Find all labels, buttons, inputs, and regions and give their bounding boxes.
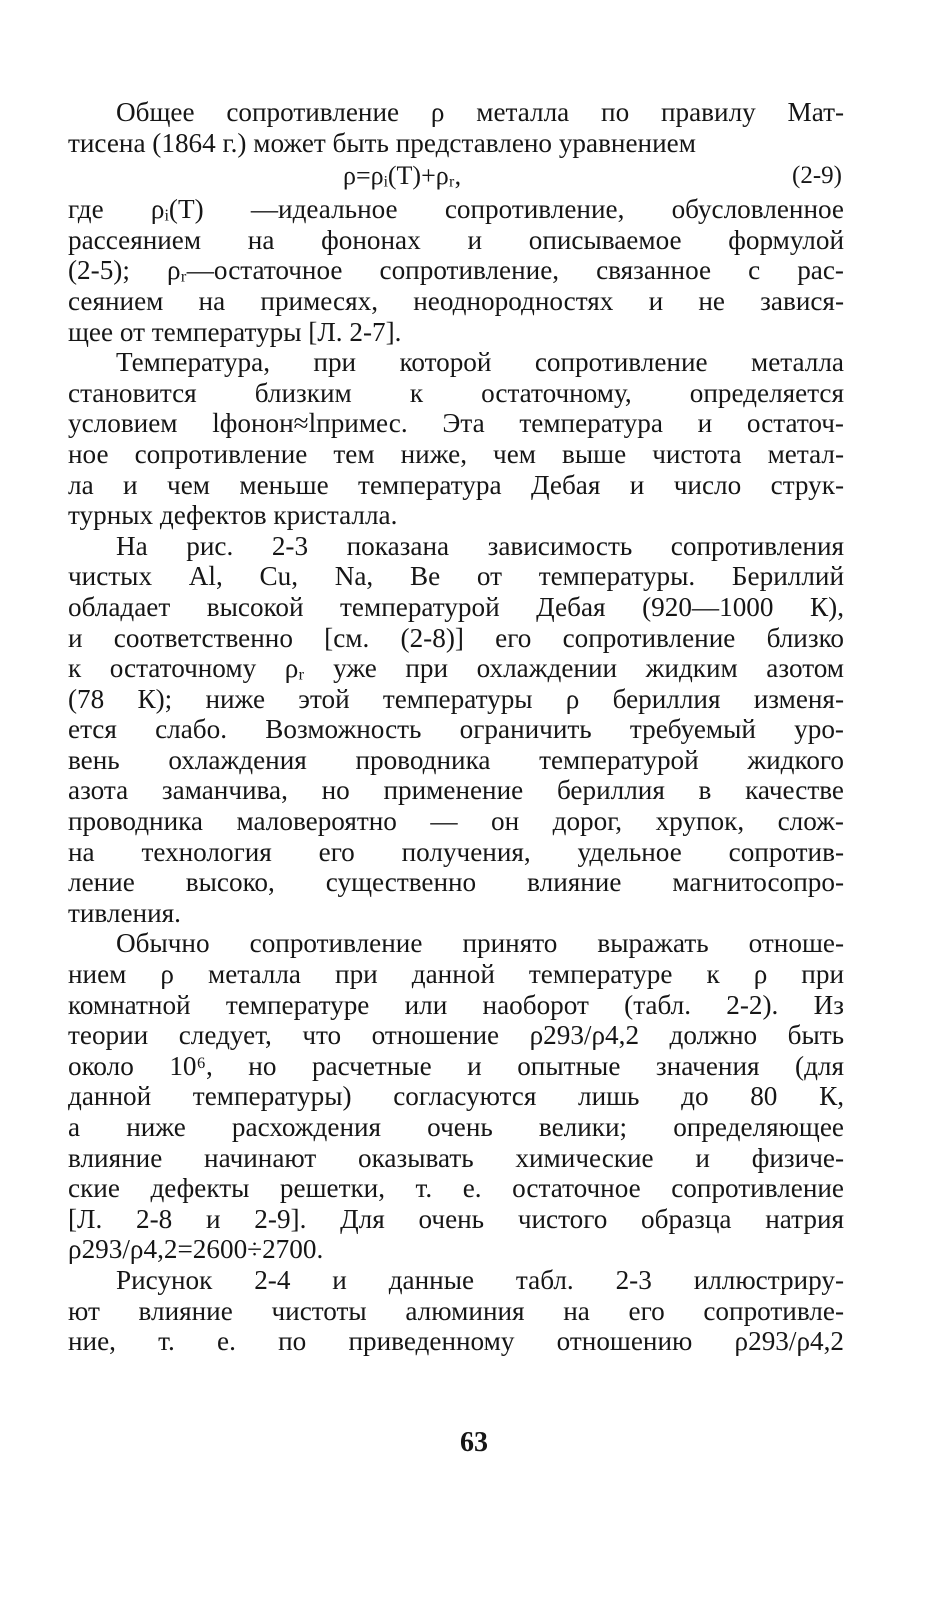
text-line: а ниже расхождения очень велики; определяющее (68, 1112, 844, 1142)
text-line: ские дефекты решетки, т. е. остаточное сопротивление (68, 1173, 844, 1204)
text-line: ется слабо. Возможность ограничить требуемый уро- (68, 714, 844, 745)
text-line: ют влияние чистоты алюминия на его сопротивле- (68, 1295, 844, 1326)
text-line: щее от температуры [Л. 2-7]. (68, 316, 402, 347)
text-line: турных дефектов кристалла. (68, 500, 398, 531)
text-line: около 10⁶, но расчетные и опытные значения (для (68, 1050, 844, 1081)
text-line: нием ρ металла при данной температуре к ρ при (68, 959, 844, 990)
text-line: ное сопротивление тем ниже, чем выше чистота метал- (68, 438, 844, 469)
text-line: где ρᵢ(T) —идеальное сопротивление, обусловленное (68, 194, 844, 225)
text-line: ρ293/ρ4,2=2600÷2700. (68, 1234, 324, 1265)
text-line: (78 К); ниже этой температуры ρ бериллия изменя- (68, 683, 844, 714)
text-line: (2-5); ρᵣ—остаточное сопротивление, связанное с рас- (68, 255, 844, 286)
text-line: чистых Al, Cu, Na, Be от температуры. Бериллий (68, 561, 844, 592)
text-line: к остаточному ρᵣ уже при охлаждении жидким азотом (68, 653, 844, 684)
text-line: [Л. 2-8 и 2-9]. Для очень чистого образца натрия (68, 1203, 844, 1234)
equation-2-9 (68, 159, 844, 193)
paragraph-aluminium-purity (68, 1265, 844, 1357)
paragraph-beryllium (68, 531, 844, 929)
text-line: Рисунок 2-4 и данные табл. 2-3 иллюстриру- (116, 1264, 844, 1295)
page-number: 63 (460, 1427, 488, 1458)
text-line: комнатной температуре или наоборот (табл. 2-2). Из (68, 989, 844, 1020)
text-line: влияние начинают оказывать химические и физиче- (68, 1142, 844, 1173)
page-body (68, 97, 844, 1357)
text-line: рассеянием на фононах и описываемое формулой (68, 224, 844, 255)
text-line: Температура, при которой сопротивление металла (116, 347, 844, 378)
text-line: условием lфонон≈lпримес. Эта температура и остаточ- (68, 408, 844, 439)
text-line: теории следует, что отношение ρ293/ρ4,2 должно быть (68, 1020, 844, 1051)
text-line: На рис. 2-3 показана зависимость сопротивления (116, 530, 844, 561)
text-line: Общее сопротивление ρ металла по правилу Мат- (116, 97, 844, 127)
equation-formula: ρ=ρᵢ(T)+ρᵣ, (343, 161, 462, 191)
text-line: обладает высокой температурой Дебая (920—1000 К), (68, 591, 844, 622)
paragraph-temperature-condition (68, 347, 844, 531)
text-line: становится близким к остаточному, определяется (68, 377, 844, 408)
text-line: ла и чем меньше температура Дебая и число струк- (68, 469, 844, 500)
text-line: и соответственно [см. (2-8)] его сопротивление близко (68, 622, 844, 653)
text-line: Обычно сопротивление принято выражать отноше- (116, 928, 844, 959)
text-line: проводника маловероятно — он дорог, хрупок, слож- (68, 806, 844, 837)
paragraph-resistance-ratio (68, 928, 844, 1265)
text-line: азота заманчива, но применение бериллия в качестве (68, 775, 844, 806)
text-line: на технология его получения, удельное сопротив- (68, 836, 844, 867)
text-line: ние, т. е. по приведенному отношению ρ293/ρ4,2 (68, 1326, 844, 1357)
paragraph-resistance-definitions (68, 194, 844, 347)
text-line: тисена (1864 г.) может быть представлено уравнением (68, 127, 696, 158)
text-line: данной температуры) согласуются лишь до 80 К, (68, 1081, 844, 1112)
text-line: сеянием на примесях, неоднородностях и не завися- (68, 285, 844, 316)
text-line: вень охлаждения проводника температурой жидкого (68, 744, 844, 775)
paragraph-matthiessen-rule (68, 97, 844, 158)
equation-number: (2-9) (792, 162, 842, 190)
text-line: тивления. (68, 897, 181, 928)
text-line: ление высоко, существенно влияние магнитосопро- (68, 867, 844, 898)
